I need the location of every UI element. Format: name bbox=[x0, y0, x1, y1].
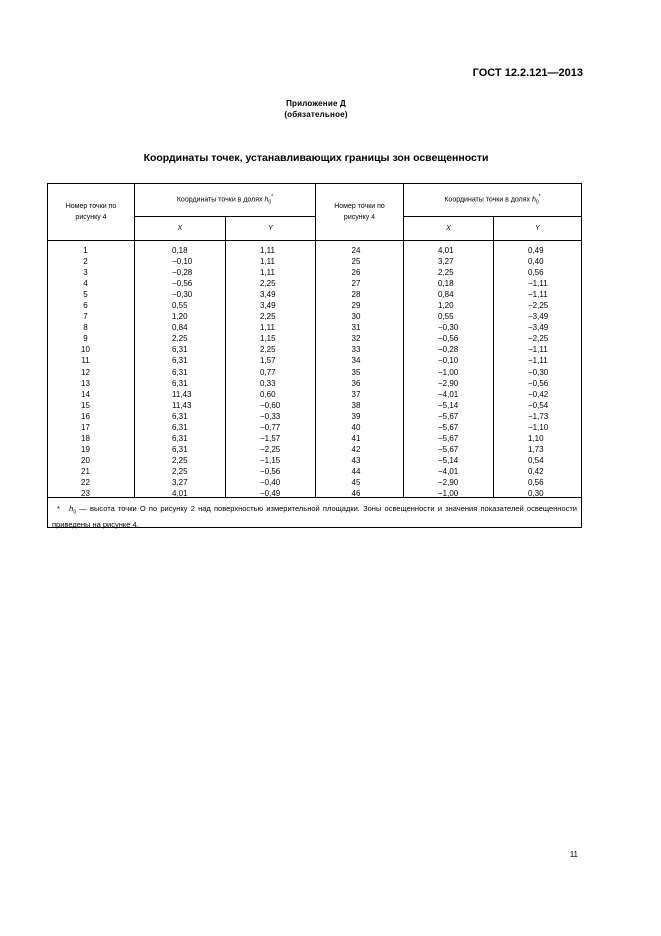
table-cell: 3,27 bbox=[172, 477, 188, 487]
table-cell: 18 bbox=[81, 433, 90, 443]
table-cell: 6,31 bbox=[172, 367, 188, 377]
table-vline bbox=[225, 216, 226, 497]
column-point-number-right bbox=[316, 245, 396, 499]
table-cell: 3,49 bbox=[260, 301, 276, 311]
table-cell: 1,10 bbox=[528, 433, 544, 443]
table-cell: −5,14 bbox=[438, 400, 459, 410]
table-cell: −2,90 bbox=[438, 378, 459, 388]
table-cell: 23 bbox=[81, 489, 90, 499]
table-cell: 1,73 bbox=[528, 444, 544, 454]
table-cell: 6 bbox=[83, 301, 88, 311]
table-cell: −5,67 bbox=[438, 433, 459, 443]
annex-status: (обязательное) bbox=[284, 110, 348, 119]
table-cell: −0,28 bbox=[438, 345, 459, 355]
header-coords-right: Координаты точки в долях $h_0^*$ bbox=[444, 193, 541, 206]
table-cell: 2,25 bbox=[260, 279, 276, 289]
table-hline bbox=[48, 240, 581, 241]
table-cell: 1,11 bbox=[260, 268, 275, 278]
table-cell: 4,01 bbox=[438, 246, 454, 255]
table-cell: 41 bbox=[351, 433, 361, 443]
table-cell: 3,49 bbox=[260, 290, 276, 300]
document-code: ГОСТ 12.2.121—2013 bbox=[472, 67, 583, 79]
header-coords-left: Координаты точки в долях $h_0^*$ bbox=[176, 193, 274, 206]
table-cell: 22 bbox=[81, 477, 90, 487]
page-number: 11 bbox=[569, 850, 578, 859]
table-cell: 0,60 bbox=[260, 389, 276, 399]
table-cell: 11 bbox=[81, 356, 90, 366]
table-cell: 16 bbox=[81, 411, 90, 421]
table-cell: −1,57 bbox=[260, 433, 281, 443]
table-cell: 42 bbox=[351, 444, 361, 454]
column-y-left bbox=[260, 245, 280, 499]
footnote-text: — высота точки О по рисунку 2 над поверхностью измерительной площадки. Зоны освещенности и значения показателей освещенности приведены на рисунке 4. bbox=[52, 504, 577, 529]
table-cell: 1,20 bbox=[172, 312, 188, 322]
table-cell: 0,30 bbox=[528, 489, 544, 499]
table-cell: 44 bbox=[351, 466, 361, 476]
table-cell: 24 bbox=[351, 246, 361, 255]
table-cell: 1,11 bbox=[260, 246, 275, 255]
table-cell: −2,90 bbox=[438, 477, 459, 487]
table-cell: 6,31 bbox=[172, 422, 188, 432]
table-cell: 0,42 bbox=[528, 466, 544, 476]
table-cell: 2,25 bbox=[172, 455, 188, 465]
table-cell: 19 bbox=[81, 444, 90, 454]
table-cell: 45 bbox=[351, 477, 361, 487]
column-point-number-left bbox=[48, 245, 123, 499]
table-cell: −0,30 bbox=[172, 290, 193, 300]
table-cell: 39 bbox=[351, 411, 361, 421]
table-cell: 0,55 bbox=[172, 301, 188, 311]
table-cell: 31 bbox=[351, 323, 361, 333]
table-cell: 2,25 bbox=[172, 466, 188, 476]
footnote-star: * bbox=[57, 504, 60, 513]
table-cell: 2,25 bbox=[172, 334, 188, 344]
table-cell: 17 bbox=[81, 422, 90, 432]
table-cell: −0,10 bbox=[172, 257, 193, 267]
header-x-left: X bbox=[177, 225, 183, 232]
table-cell: 6,31 bbox=[172, 433, 188, 443]
table-cell: 28 bbox=[351, 290, 361, 300]
table-cell: 6,31 bbox=[172, 411, 188, 421]
table-cell: −0,28 bbox=[172, 268, 193, 278]
footnote-h: h bbox=[69, 504, 74, 513]
table-cell: 0,54 bbox=[528, 455, 544, 465]
table-cell: −3,49 bbox=[528, 312, 549, 322]
table-cell: −2,25 bbox=[528, 301, 549, 311]
table-cell: 14 bbox=[81, 389, 90, 399]
table-cell: 0,49 bbox=[528, 246, 544, 255]
table-cell: 2,25 bbox=[260, 345, 276, 355]
table-cell: −0,77 bbox=[260, 422, 281, 432]
table-cell: 0,84 bbox=[438, 290, 454, 300]
table-cell: −0,56 bbox=[172, 279, 193, 289]
table-cell: −0,54 bbox=[528, 400, 549, 410]
table-cell: 6,31 bbox=[172, 444, 188, 454]
table-cell: 15 bbox=[81, 400, 90, 410]
table-cell: −1,11 bbox=[528, 279, 548, 289]
table-cell: 0,77 bbox=[260, 367, 276, 377]
table-cell: 1,11 bbox=[260, 257, 275, 267]
table-cell: 0,55 bbox=[438, 312, 454, 322]
table-cell: −0,49 bbox=[260, 489, 281, 499]
table-cell: 5 bbox=[83, 290, 88, 300]
table-cell: 1,11 bbox=[260, 323, 275, 333]
table-cell: 9 bbox=[83, 334, 88, 344]
table-cell: 0,18 bbox=[438, 279, 454, 289]
table-cell: −1,10 bbox=[528, 422, 549, 432]
table-cell: 30 bbox=[351, 312, 361, 322]
table-cell: 1,57 bbox=[260, 356, 276, 366]
table-cell: 32 bbox=[351, 334, 361, 344]
table-cell: 29 bbox=[351, 301, 361, 311]
footnote-h-sub: 0 bbox=[73, 509, 77, 516]
table-cell: 11,43 bbox=[172, 389, 192, 399]
table-cell: 13 bbox=[81, 378, 90, 388]
table-cell: −5,67 bbox=[438, 411, 459, 421]
table-cell: 6,31 bbox=[172, 345, 188, 355]
table-cell: −4,01 bbox=[438, 389, 459, 399]
header-y-left: Y bbox=[268, 225, 273, 232]
table-cell: −5,67 bbox=[438, 444, 459, 454]
column-y-right bbox=[528, 245, 548, 499]
table-cell: 21 bbox=[81, 466, 90, 476]
table-cell: 0,18 bbox=[172, 246, 188, 255]
header-x-right: X bbox=[446, 225, 451, 232]
table-title: Координаты точек, устанавливающих границы зон освещенности bbox=[143, 152, 489, 164]
table-cell: 3,27 bbox=[438, 257, 454, 267]
table-cell: 12 bbox=[81, 367, 90, 377]
table-cell: 4,01 bbox=[172, 489, 188, 499]
table-cell: −0,56 bbox=[528, 378, 549, 388]
table-cell: 0,84 bbox=[172, 323, 188, 333]
table-cell: 34 bbox=[351, 356, 361, 366]
header-y-right: Y bbox=[535, 225, 540, 232]
table-cell: 6,31 bbox=[172, 378, 188, 388]
table-cell: 38 bbox=[351, 400, 361, 410]
table-cell: 20 bbox=[81, 455, 90, 465]
table-cell: −0,40 bbox=[260, 477, 281, 487]
table-cell: −1,15 bbox=[260, 455, 281, 465]
table-cell: 8 bbox=[83, 323, 88, 333]
table-footnote bbox=[52, 503, 577, 530]
table-cell: −1,00 bbox=[438, 489, 459, 499]
table-cell: 40 bbox=[351, 422, 361, 432]
table-cell: 43 bbox=[351, 455, 361, 465]
table-cell: 1,15 bbox=[260, 334, 276, 344]
table-cell: 1,20 bbox=[438, 301, 454, 311]
table-cell: −0,56 bbox=[260, 466, 281, 476]
table-cell: −0,30 bbox=[438, 323, 459, 333]
table-cell: 2,25 bbox=[438, 268, 454, 278]
table-cell: −5,67 bbox=[438, 422, 459, 432]
table-cell: 6,31 bbox=[172, 356, 188, 366]
header-point-number-left: Номер точки по рисунку 4 bbox=[65, 203, 117, 221]
table-cell: 7 bbox=[83, 312, 88, 322]
table-cell: 27 bbox=[351, 279, 361, 289]
table-cell: 25 bbox=[351, 257, 361, 267]
annex-title: Приложение Д bbox=[286, 99, 346, 108]
table-cell: −4,01 bbox=[438, 466, 459, 476]
table-cell: −1,11 bbox=[528, 356, 548, 366]
table-cell: −0,42 bbox=[528, 389, 549, 399]
table-cell: 0,40 bbox=[528, 257, 544, 267]
table-cell: 3 bbox=[83, 268, 88, 278]
table-cell: 26 bbox=[351, 268, 361, 278]
table-cell: −3,49 bbox=[528, 323, 549, 333]
table-cell: −2,25 bbox=[260, 444, 281, 454]
table-cell: −1,11 bbox=[528, 290, 548, 300]
table-cell: −1,00 bbox=[438, 367, 459, 377]
table-cell: −0,60 bbox=[260, 400, 281, 410]
table-cell: 35 bbox=[351, 367, 361, 377]
table-cell: 0,56 bbox=[528, 477, 544, 487]
header-point-number-right: Номер точки по рисунку 4 bbox=[334, 203, 385, 221]
table-cell: 33 bbox=[351, 345, 361, 355]
table-cell: 11,43 bbox=[172, 400, 192, 410]
table-cell: −1,11 bbox=[528, 345, 548, 355]
table-cell: −2,25 bbox=[528, 334, 549, 344]
table-cell: −0,33 bbox=[260, 411, 281, 421]
table-cell: 0,33 bbox=[260, 378, 276, 388]
table-cell: −0,30 bbox=[528, 367, 549, 377]
table-cell: 37 bbox=[351, 389, 361, 399]
column-x-left bbox=[172, 245, 192, 499]
table-cell: 36 bbox=[351, 378, 361, 388]
table-cell: 0,56 bbox=[528, 268, 544, 278]
coordinates-table bbox=[47, 183, 582, 528]
table-cell: 10 bbox=[81, 345, 90, 355]
table-cell: −0,56 bbox=[438, 334, 459, 344]
table-cell: 4 bbox=[83, 279, 88, 289]
table-vline bbox=[493, 216, 494, 497]
table-cell: −5,14 bbox=[438, 455, 459, 465]
table-cell: 2 bbox=[83, 257, 88, 267]
table-cell: 1 bbox=[83, 246, 88, 255]
table-hline bbox=[48, 497, 581, 498]
table-cell: 46 bbox=[351, 489, 361, 499]
table-cell: 2,25 bbox=[260, 312, 276, 322]
table-cell: −1,73 bbox=[528, 411, 549, 421]
table-cell: −0,10 bbox=[438, 356, 459, 366]
annex-heading bbox=[0, 98, 632, 120]
column-x-right bbox=[438, 245, 458, 499]
